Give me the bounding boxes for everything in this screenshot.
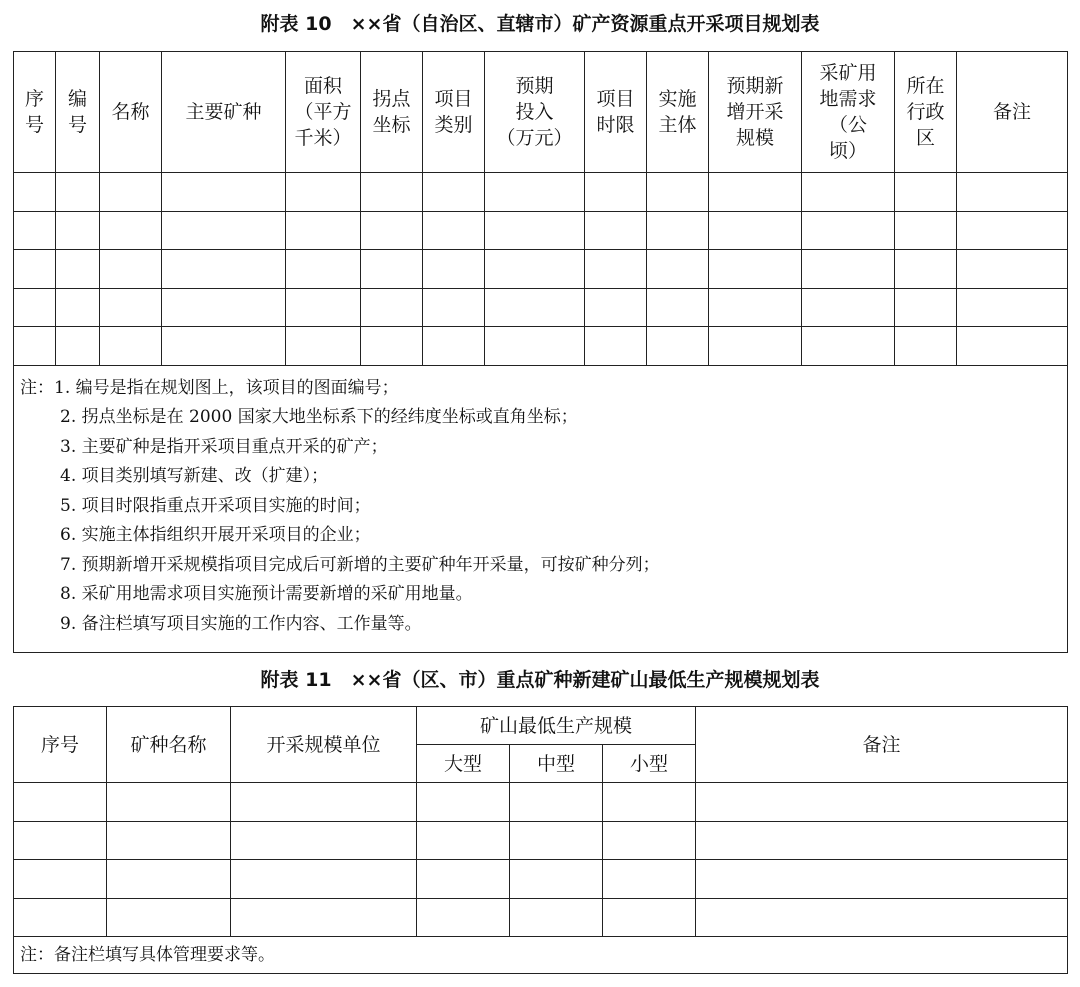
table10-header-cell: 备注 bbox=[957, 52, 1068, 173]
table10-header-cell: 名称 bbox=[100, 52, 162, 173]
table-cell bbox=[957, 288, 1068, 327]
table10-title: 附表 10 ××省（自治区、直辖市）矿产资源重点开采项目规划表 bbox=[260, 13, 820, 35]
header-min-production-scale: 矿山最低生产规模 bbox=[417, 707, 696, 745]
table-cell bbox=[423, 250, 485, 289]
table10-notes bbox=[14, 365, 1068, 652]
table-cell bbox=[957, 250, 1068, 289]
table-cell bbox=[162, 327, 286, 366]
table-cell bbox=[361, 327, 423, 366]
table-cell bbox=[286, 250, 361, 289]
table-cell bbox=[709, 211, 802, 250]
table-cell bbox=[802, 288, 895, 327]
table-cell bbox=[107, 860, 231, 899]
table-row bbox=[14, 860, 1068, 899]
table-cell bbox=[423, 173, 485, 212]
table-cell bbox=[585, 250, 647, 289]
header-small: 小型 bbox=[603, 745, 696, 783]
table-cell bbox=[56, 288, 100, 327]
table-cell bbox=[100, 288, 162, 327]
table-cell bbox=[709, 250, 802, 289]
table10-header-row bbox=[14, 52, 1068, 173]
table-cell bbox=[286, 327, 361, 366]
table-cell bbox=[802, 250, 895, 289]
table-cell bbox=[162, 173, 286, 212]
table-cell bbox=[603, 860, 696, 899]
table-cell bbox=[802, 173, 895, 212]
table-cell bbox=[361, 173, 423, 212]
table-cell bbox=[56, 327, 100, 366]
table10-header-cell: 项目 类别 bbox=[423, 52, 485, 173]
table-cell bbox=[647, 288, 709, 327]
table-cell bbox=[56, 250, 100, 289]
table-cell bbox=[361, 288, 423, 327]
table-cell bbox=[802, 327, 895, 366]
table-cell bbox=[510, 898, 603, 937]
table-cell bbox=[14, 898, 107, 937]
table-cell bbox=[417, 821, 510, 860]
table-cell bbox=[14, 288, 56, 327]
table-cell bbox=[603, 821, 696, 860]
note-line: 2. 拐点坐标是在 2000 国家大地坐标系下的经纬度坐标或直角坐标； bbox=[60, 407, 578, 427]
note-line: 9. 备注栏填写项目实施的工作内容、工作量等。 bbox=[60, 613, 422, 634]
table-cell bbox=[485, 288, 585, 327]
table-cell bbox=[485, 173, 585, 212]
table-cell bbox=[56, 173, 100, 212]
header-large: 大型 bbox=[417, 745, 510, 783]
table-cell bbox=[361, 250, 423, 289]
table-cell bbox=[14, 783, 107, 822]
table-cell bbox=[647, 211, 709, 250]
table-cell bbox=[510, 860, 603, 899]
table-cell bbox=[895, 173, 957, 212]
table-cell bbox=[423, 327, 485, 366]
table-cell bbox=[14, 250, 56, 289]
table-cell bbox=[895, 250, 957, 289]
table-cell bbox=[423, 288, 485, 327]
table-cell bbox=[14, 327, 56, 366]
table11-title: 附表 11 ××省（区、市）重点矿种新建矿山最低生产规模规划表 bbox=[260, 669, 820, 691]
table-cell bbox=[957, 327, 1068, 366]
table-cell bbox=[647, 173, 709, 212]
table-row bbox=[14, 250, 1068, 289]
table-cell bbox=[417, 898, 510, 937]
table-row bbox=[14, 821, 1068, 860]
minimum-production-scale-table bbox=[13, 706, 1068, 974]
table-cell bbox=[709, 327, 802, 366]
table-cell bbox=[100, 211, 162, 250]
table-cell bbox=[585, 173, 647, 212]
table10-header-cell: 采矿用 地需求 （公 顷） bbox=[802, 52, 895, 173]
table10-header-cell: 拐点 坐标 bbox=[361, 52, 423, 173]
table10-header-cell: 预期新 增开采 规模 bbox=[709, 52, 802, 173]
table-cell bbox=[696, 821, 1068, 860]
table11-note: 注：备注栏填写具体管理要求等。 bbox=[14, 937, 1068, 974]
header-mineral-name: 矿种名称 bbox=[107, 707, 231, 783]
table-row bbox=[14, 173, 1068, 212]
note-line: 5. 项目时限指重点开采项目实施的时间； bbox=[60, 495, 371, 516]
table10-header-cell: 项目 时限 bbox=[585, 52, 647, 173]
table-cell bbox=[100, 327, 162, 366]
table-cell bbox=[14, 173, 56, 212]
table-cell bbox=[895, 288, 957, 327]
table-cell bbox=[709, 173, 802, 212]
table-cell bbox=[107, 783, 231, 822]
header-remarks: 备注 bbox=[696, 707, 1068, 783]
table-cell bbox=[957, 173, 1068, 212]
table-cell bbox=[696, 860, 1068, 899]
table-cell bbox=[231, 821, 417, 860]
table10-header-cell: 主要矿种 bbox=[162, 52, 286, 173]
table-row bbox=[14, 898, 1068, 937]
table-cell bbox=[162, 250, 286, 289]
table-row bbox=[14, 288, 1068, 327]
table-cell bbox=[423, 211, 485, 250]
table-cell bbox=[485, 250, 585, 289]
table-cell bbox=[802, 211, 895, 250]
table-cell bbox=[603, 783, 696, 822]
table-cell bbox=[231, 898, 417, 937]
table10-header-cell: 面积 （平方 千米） bbox=[286, 52, 361, 173]
table-cell bbox=[14, 821, 107, 860]
table10-header-cell: 实施 主体 bbox=[647, 52, 709, 173]
table10-header-cell: 预期 投入 （万元） bbox=[485, 52, 585, 173]
note-line: 注：1. 编号是指在规划图上，该项目的图面编号； bbox=[20, 377, 399, 398]
table-cell bbox=[417, 860, 510, 899]
table-cell bbox=[231, 860, 417, 899]
note-line: 7. 预期新增开采规模指项目完成后可新增的主要矿种年开采量，可按矿种分列； bbox=[60, 554, 660, 575]
table10-header-cell: 序 号 bbox=[14, 52, 56, 173]
table10-header-cell: 编 号 bbox=[56, 52, 100, 173]
table-cell bbox=[510, 821, 603, 860]
header-seq: 序号 bbox=[14, 707, 107, 783]
table-row bbox=[14, 327, 1068, 366]
table10-header-cell: 所在 行政 区 bbox=[895, 52, 957, 173]
table-cell bbox=[361, 211, 423, 250]
table-cell bbox=[231, 783, 417, 822]
table-cell bbox=[286, 173, 361, 212]
table-cell bbox=[585, 288, 647, 327]
table-cell bbox=[14, 211, 56, 250]
table-cell bbox=[14, 860, 107, 899]
note-line: 6. 实施主体指组织开展开采项目的企业； bbox=[60, 525, 371, 545]
table-cell bbox=[957, 211, 1068, 250]
note-line: 4. 项目类别填写新建、改（扩建）； bbox=[60, 466, 329, 486]
table-cell bbox=[107, 898, 231, 937]
table-cell bbox=[709, 288, 802, 327]
table-cell bbox=[696, 783, 1068, 822]
table-cell bbox=[100, 173, 162, 212]
table-cell bbox=[56, 211, 100, 250]
table-cell bbox=[696, 898, 1068, 937]
note-line: 8. 采矿用地需求项目实施预计需要新增的采矿用地量。 bbox=[60, 584, 473, 604]
table-cell bbox=[647, 250, 709, 289]
table-cell bbox=[603, 898, 696, 937]
table-cell bbox=[162, 288, 286, 327]
table-cell bbox=[162, 211, 286, 250]
table-cell bbox=[485, 327, 585, 366]
table-row bbox=[14, 211, 1068, 250]
table-cell bbox=[647, 327, 709, 366]
table-cell bbox=[100, 250, 162, 289]
note-line: 3. 主要矿种是指开采项目重点开采的矿产； bbox=[60, 436, 388, 457]
header-medium: 中型 bbox=[510, 745, 603, 783]
table-cell bbox=[585, 211, 647, 250]
table-row bbox=[14, 783, 1068, 822]
header-scale-unit: 开采规模单位 bbox=[231, 707, 417, 783]
table-cell bbox=[286, 211, 361, 250]
table-cell bbox=[895, 327, 957, 366]
table-cell bbox=[510, 783, 603, 822]
table-cell bbox=[286, 288, 361, 327]
table-cell bbox=[485, 211, 585, 250]
mineral-project-plan-table bbox=[13, 51, 1068, 653]
table-cell bbox=[417, 783, 510, 822]
table-cell bbox=[895, 211, 957, 250]
table-cell bbox=[585, 327, 647, 366]
table-cell bbox=[107, 821, 231, 860]
